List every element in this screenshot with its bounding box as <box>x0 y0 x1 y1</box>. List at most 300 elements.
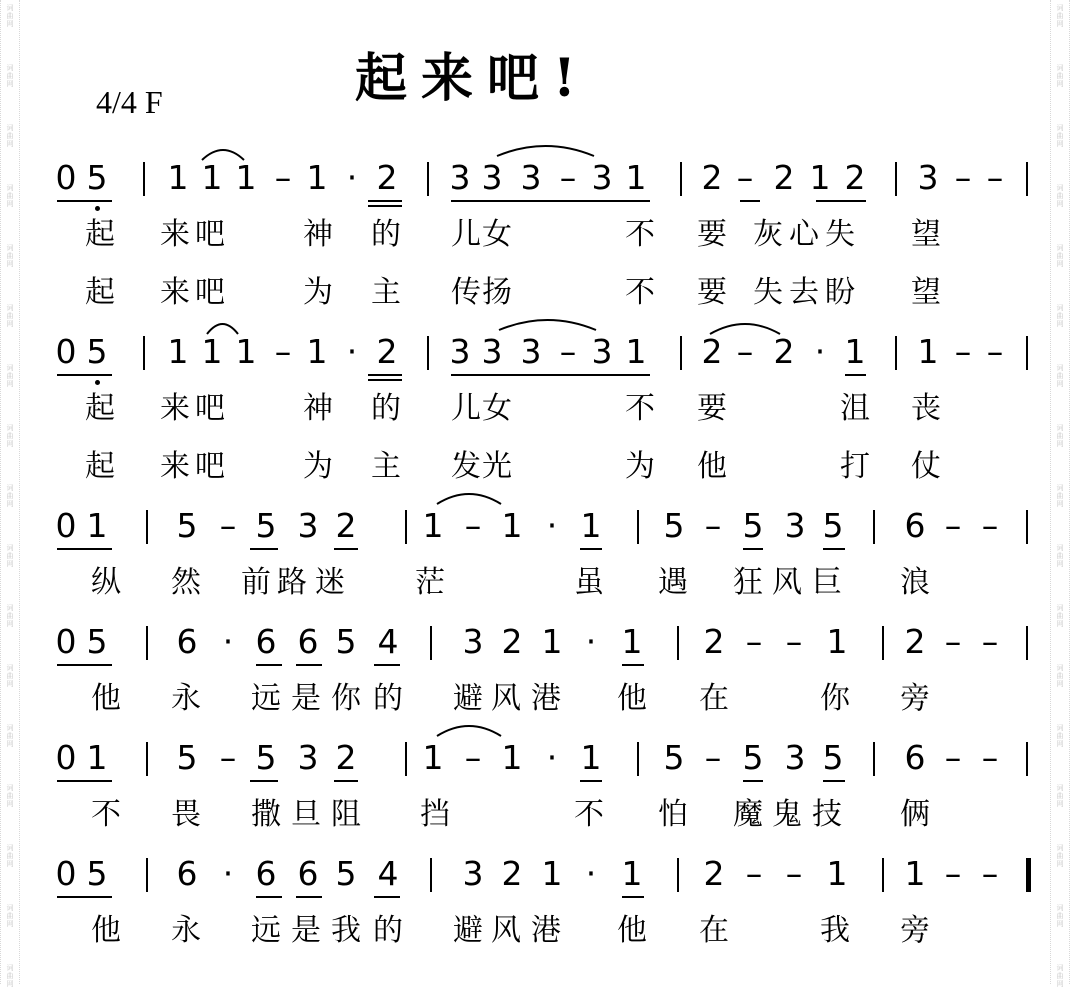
watermark-text: 词 曲 网 <box>1056 4 1064 28</box>
note: 3 <box>784 506 806 545</box>
note: 1 <box>235 158 257 197</box>
note: 0 <box>55 854 77 893</box>
watermark-text: 词 曲 网 <box>6 904 14 928</box>
note: 2 <box>501 622 523 661</box>
note: 1 <box>541 854 563 893</box>
note: – <box>464 506 482 545</box>
note: 3 <box>462 622 484 661</box>
bar-line <box>637 510 639 544</box>
note: – <box>745 854 763 893</box>
bar-line <box>680 336 682 370</box>
note: 1 <box>826 622 848 661</box>
lyric-character: 在 <box>699 913 729 948</box>
lyric-character: 的 <box>373 913 403 948</box>
lyric-character: 是 <box>291 913 321 948</box>
slur-tie <box>435 488 503 508</box>
note: 6 <box>176 854 198 893</box>
note: 1 <box>86 738 108 777</box>
bar-line <box>680 162 682 196</box>
lyric-character: 路 <box>277 565 307 600</box>
lyric-character: 他 <box>617 681 647 716</box>
note: 2 <box>773 158 795 197</box>
note: 6 <box>297 622 319 661</box>
note: 0 <box>55 622 77 661</box>
lyric-character: 浪 <box>900 565 930 600</box>
note: 1 <box>809 158 831 197</box>
lyric-character: 起 <box>85 217 115 252</box>
watermark-text: 词 曲 网 <box>1056 784 1064 808</box>
lyric-character: 主 <box>371 449 401 484</box>
lyric-character: 要 <box>697 217 727 252</box>
lyric-character: 他 <box>697 449 727 484</box>
beam-underline <box>374 896 400 898</box>
lyric-character: 光 <box>482 449 512 484</box>
lyric-character: 去 <box>789 275 819 310</box>
beam-underline <box>743 548 763 550</box>
bar-line <box>1026 336 1028 370</box>
note: – <box>219 506 237 545</box>
lyric-character: 来 <box>160 275 190 310</box>
bar-line <box>895 336 897 370</box>
note: 1 <box>625 332 647 371</box>
watermark-text: 词 曲 网 <box>6 244 14 268</box>
lyric-character: 旁 <box>900 913 930 948</box>
watermark-text: 词 曲 网 <box>1056 304 1064 328</box>
bar-line <box>1026 626 1028 660</box>
lyric-character: 你 <box>820 681 850 716</box>
bar-line <box>143 162 145 196</box>
note: – <box>736 158 754 197</box>
lyric-character: 沮 <box>840 391 870 426</box>
bar-line <box>873 510 875 544</box>
watermark-text: 词 曲 网 <box>1056 964 1064 988</box>
lyric-character: 他 <box>617 913 647 948</box>
note: 2 <box>904 622 926 661</box>
watermark-text: 词 曲 网 <box>6 964 14 988</box>
note: 0 <box>55 738 77 777</box>
note: 3 <box>481 332 503 371</box>
note: – <box>944 622 962 661</box>
note: – <box>736 332 754 371</box>
slur-tie <box>495 140 596 160</box>
note: 0 <box>55 158 77 197</box>
note: 1 <box>201 332 223 371</box>
beam-underline <box>823 780 845 782</box>
beam-underline <box>57 896 112 898</box>
slur-tie <box>435 720 503 740</box>
note: 1 <box>501 506 523 545</box>
note: · <box>346 332 358 371</box>
lyric-character: 的 <box>371 391 401 426</box>
lyric-character: 的 <box>371 217 401 252</box>
note: 5 <box>176 738 198 777</box>
bar-line <box>405 742 407 776</box>
lyric-character: 鬼 <box>772 797 802 832</box>
lyric-character: 永 <box>171 681 201 716</box>
beam-underline <box>57 200 112 202</box>
note: 2 <box>335 506 357 545</box>
beam-underline <box>296 664 322 666</box>
lyric-character: 旁 <box>900 681 930 716</box>
note: · <box>546 506 558 545</box>
beam-underline <box>57 548 112 550</box>
note: 1 <box>541 622 563 661</box>
lyric-character: 神 <box>303 217 333 252</box>
lyric-character: 风 <box>491 913 521 948</box>
lyric-character: 为 <box>625 449 655 484</box>
beam-underline <box>296 896 322 898</box>
bar-line <box>677 626 679 660</box>
watermark-text: 词 曲 网 <box>1056 64 1064 88</box>
note: 3 <box>297 738 319 777</box>
note: · <box>346 158 358 197</box>
beam-underline <box>823 548 845 550</box>
bar-line <box>677 858 679 892</box>
note: 1 <box>235 332 257 371</box>
note: · <box>585 854 597 893</box>
bar-line <box>427 336 429 370</box>
lyric-character: 来 <box>160 217 190 252</box>
bar-line <box>430 626 432 660</box>
watermark-text: 词 曲 网 <box>1056 724 1064 748</box>
lyric-character: 旦 <box>291 797 321 832</box>
lyric-character: 怕 <box>658 797 688 832</box>
beam-underline <box>845 374 866 376</box>
lyric-character: 传 <box>451 275 481 310</box>
lyric-character: 永 <box>171 913 201 948</box>
lyric-character: 不 <box>625 217 655 252</box>
note: 1 <box>167 158 189 197</box>
note: 3 <box>520 158 542 197</box>
watermark-text: 词 曲 网 <box>6 124 14 148</box>
beam-underline <box>256 664 282 666</box>
note: 5 <box>742 738 764 777</box>
lyric-character: 起 <box>85 449 115 484</box>
bar-line <box>146 510 148 544</box>
beam-underline <box>250 548 278 550</box>
watermark-text: 词 曲 网 <box>1056 604 1064 628</box>
beam-underline <box>580 548 602 550</box>
lyric-character: 挡 <box>420 797 450 832</box>
note: 3 <box>297 506 319 545</box>
slur-tie <box>200 144 246 164</box>
bar-line <box>405 510 407 544</box>
note: 3 <box>449 158 471 197</box>
lyric-character: 他 <box>91 681 121 716</box>
note: 1 <box>904 854 926 893</box>
lyric-character: 望 <box>911 217 941 252</box>
note: 2 <box>501 854 523 893</box>
note: 3 <box>917 158 939 197</box>
note: 6 <box>255 622 277 661</box>
note: 3 <box>462 854 484 893</box>
lyric-character: 迷 <box>315 565 345 600</box>
slur-tie <box>205 318 240 338</box>
left-watermark-strip <box>0 0 20 988</box>
note: 5 <box>663 738 685 777</box>
lyric-character: 技 <box>812 797 842 832</box>
note: – <box>954 158 972 197</box>
note: – <box>219 738 237 777</box>
watermark-text: 词 曲 网 <box>6 304 14 328</box>
lyric-character: 扬 <box>482 275 512 310</box>
note: 1 <box>621 622 643 661</box>
lyric-character: 来 <box>160 449 190 484</box>
watermark-text: 词 曲 网 <box>6 364 14 388</box>
lyric-character: 是 <box>291 681 321 716</box>
note: 2 <box>701 158 723 197</box>
note: 5 <box>663 506 685 545</box>
bar-line <box>895 162 897 196</box>
lyric-character: 失 <box>825 217 855 252</box>
watermark-text: 词 曲 网 <box>6 784 14 808</box>
beam-underline <box>250 780 278 782</box>
watermark-text: 词 曲 网 <box>1056 364 1064 388</box>
bar-line <box>143 336 145 370</box>
note: 3 <box>591 332 613 371</box>
watermark-text: 词 曲 网 <box>1056 484 1064 508</box>
note: 1 <box>917 332 939 371</box>
note: – <box>944 854 962 893</box>
note: · <box>814 332 826 371</box>
note: 1 <box>625 158 647 197</box>
lyric-character: 魔 <box>733 797 763 832</box>
lyric-character: 起 <box>85 391 115 426</box>
lyric-character: 不 <box>625 391 655 426</box>
note: – <box>464 738 482 777</box>
note: – <box>944 506 962 545</box>
bar-line <box>1026 742 1028 776</box>
note: – <box>785 622 803 661</box>
note: 3 <box>591 158 613 197</box>
watermark-text: 词 曲 网 <box>1056 904 1064 928</box>
lyric-character: 望 <box>911 275 941 310</box>
lyric-character: 女 <box>482 391 512 426</box>
lyric-character: 起 <box>85 275 115 310</box>
watermark-text: 词 曲 网 <box>1056 664 1064 688</box>
note: – <box>274 158 292 197</box>
beam-underline <box>740 200 760 202</box>
watermark-text: 词 曲 网 <box>1056 244 1064 268</box>
note: 5 <box>255 738 277 777</box>
lyric-character: 盼 <box>825 275 855 310</box>
note: 0 <box>55 332 77 371</box>
lyric-character: 吧 <box>195 391 225 426</box>
lyric-character: 远 <box>251 913 281 948</box>
lyric-character: 的 <box>373 681 403 716</box>
note: 3 <box>784 738 806 777</box>
beam-underline <box>743 780 763 782</box>
watermark-text: 词 曲 网 <box>6 844 14 868</box>
beam-underline <box>368 379 402 381</box>
bar-line <box>1026 858 1031 892</box>
note: – <box>274 332 292 371</box>
lyric-character: 远 <box>251 681 281 716</box>
lyric-character: 畏 <box>171 797 201 832</box>
lyric-character: 虽 <box>574 565 604 600</box>
bar-line <box>1026 510 1028 544</box>
lyric-character: 心 <box>789 217 819 252</box>
bar-line <box>146 858 148 892</box>
watermark-text: 词 曲 网 <box>1056 424 1064 448</box>
lyric-character: 为 <box>303 449 333 484</box>
watermark-text: 词 曲 网 <box>6 64 14 88</box>
lyric-character: 主 <box>371 275 401 310</box>
note: · <box>585 622 597 661</box>
beam-underline <box>57 780 112 782</box>
note: 1 <box>167 332 189 371</box>
note: 6 <box>297 854 319 893</box>
beam-underline <box>334 780 358 782</box>
beam-underline <box>374 664 400 666</box>
bar-line <box>1026 162 1028 196</box>
lyric-character: 撒 <box>251 797 281 832</box>
note: 5 <box>822 506 844 545</box>
lyric-character: 前 <box>241 565 271 600</box>
note: 1 <box>422 506 444 545</box>
bar-line <box>146 626 148 660</box>
note: 1 <box>844 332 866 371</box>
lyric-character: 我 <box>331 913 361 948</box>
lyric-character: 仗 <box>911 449 941 484</box>
lyric-character: 风 <box>491 681 521 716</box>
lyric-character: 避 <box>453 681 483 716</box>
lyric-character: 神 <box>303 391 333 426</box>
note: 2 <box>703 622 725 661</box>
lyric-character: 失 <box>753 275 783 310</box>
note: 4 <box>377 854 399 893</box>
watermark-text: 词 曲 网 <box>6 424 14 448</box>
lyric-character: 他 <box>91 913 121 948</box>
note: 5 <box>86 854 108 893</box>
note: – <box>559 158 577 197</box>
lyric-character: 巨 <box>812 565 842 600</box>
note: 5 <box>176 506 198 545</box>
note: 1 <box>86 506 108 545</box>
note: 0 <box>55 506 77 545</box>
note: 6 <box>255 854 277 893</box>
note: · <box>222 854 234 893</box>
lyric-character: 风 <box>772 565 802 600</box>
lyric-character: 吧 <box>195 449 225 484</box>
bar-line <box>882 626 884 660</box>
note: 1 <box>621 854 643 893</box>
beam-underline <box>57 374 112 376</box>
note: 1 <box>580 506 602 545</box>
lyric-character: 遇 <box>658 565 688 600</box>
time-key-signature: 4/4 F <box>96 84 163 120</box>
beam-underline <box>368 200 402 202</box>
note: – <box>559 332 577 371</box>
note: – <box>704 738 722 777</box>
watermark-text: 词 曲 网 <box>6 484 14 508</box>
note: 5 <box>335 622 357 661</box>
lyric-character: 灰 <box>753 217 783 252</box>
lyric-character: 打 <box>840 449 870 484</box>
note: – <box>981 854 999 893</box>
note: 2 <box>703 854 725 893</box>
lyric-character: 为 <box>303 275 333 310</box>
watermark-text: 词 曲 网 <box>1056 844 1064 868</box>
note: 5 <box>335 854 357 893</box>
lyric-character: 来 <box>160 391 190 426</box>
note: 2 <box>773 332 795 371</box>
lyric-character: 丧 <box>911 391 941 426</box>
bar-line <box>146 742 148 776</box>
lyric-character: 我 <box>820 913 850 948</box>
lyric-character: 狂 <box>733 565 763 600</box>
beam-underline <box>368 374 402 376</box>
beam-underline <box>57 664 112 666</box>
beam-underline <box>816 200 866 202</box>
note: 5 <box>86 622 108 661</box>
lyric-character: 俩 <box>900 797 930 832</box>
bar-line <box>430 858 432 892</box>
bar-line <box>637 742 639 776</box>
lyric-character: 发 <box>451 449 481 484</box>
watermark-text: 词 曲 网 <box>1056 124 1064 148</box>
watermark-text: 词 曲 网 <box>6 664 14 688</box>
lyric-character: 避 <box>453 913 483 948</box>
beam-underline <box>580 780 602 782</box>
note: – <box>986 158 1004 197</box>
note: 6 <box>904 506 926 545</box>
lyric-character: 儿 <box>451 217 481 252</box>
note: 5 <box>822 738 844 777</box>
note: 2 <box>844 158 866 197</box>
lyric-character: 不 <box>625 275 655 310</box>
note: 1 <box>580 738 602 777</box>
note: 2 <box>376 158 398 197</box>
beam-underline <box>451 374 650 376</box>
beam-underline <box>451 200 650 202</box>
note: 1 <box>501 738 523 777</box>
note: 3 <box>449 332 471 371</box>
lyric-character: 你 <box>331 681 361 716</box>
beam-underline <box>334 548 358 550</box>
lyric-character: 不 <box>574 797 604 832</box>
watermark-text: 词 曲 网 <box>6 184 14 208</box>
note: 4 <box>377 622 399 661</box>
lower-octave-dot <box>95 206 100 211</box>
lyric-character: 要 <box>697 275 727 310</box>
bar-line <box>873 742 875 776</box>
lyric-character: 在 <box>699 681 729 716</box>
note: – <box>981 738 999 777</box>
lyric-character: 茫 <box>415 565 445 600</box>
note: · <box>546 738 558 777</box>
note: – <box>986 332 1004 371</box>
note: – <box>954 332 972 371</box>
note: 1 <box>422 738 444 777</box>
note: – <box>745 622 763 661</box>
note: · <box>222 622 234 661</box>
lyric-character: 然 <box>171 565 201 600</box>
bar-line <box>427 162 429 196</box>
watermark-text: 词 曲 网 <box>6 604 14 628</box>
note: 5 <box>742 506 764 545</box>
watermark-text: 词 曲 网 <box>6 724 14 748</box>
note: 6 <box>904 738 926 777</box>
watermark-text: 词 曲 网 <box>1056 544 1064 568</box>
note: 3 <box>481 158 503 197</box>
note: 6 <box>176 622 198 661</box>
lyric-character: 要 <box>697 391 727 426</box>
lyric-character: 港 <box>531 913 561 948</box>
note: – <box>944 738 962 777</box>
song-title: 起来吧! <box>355 48 590 109</box>
note: 1 <box>306 332 328 371</box>
